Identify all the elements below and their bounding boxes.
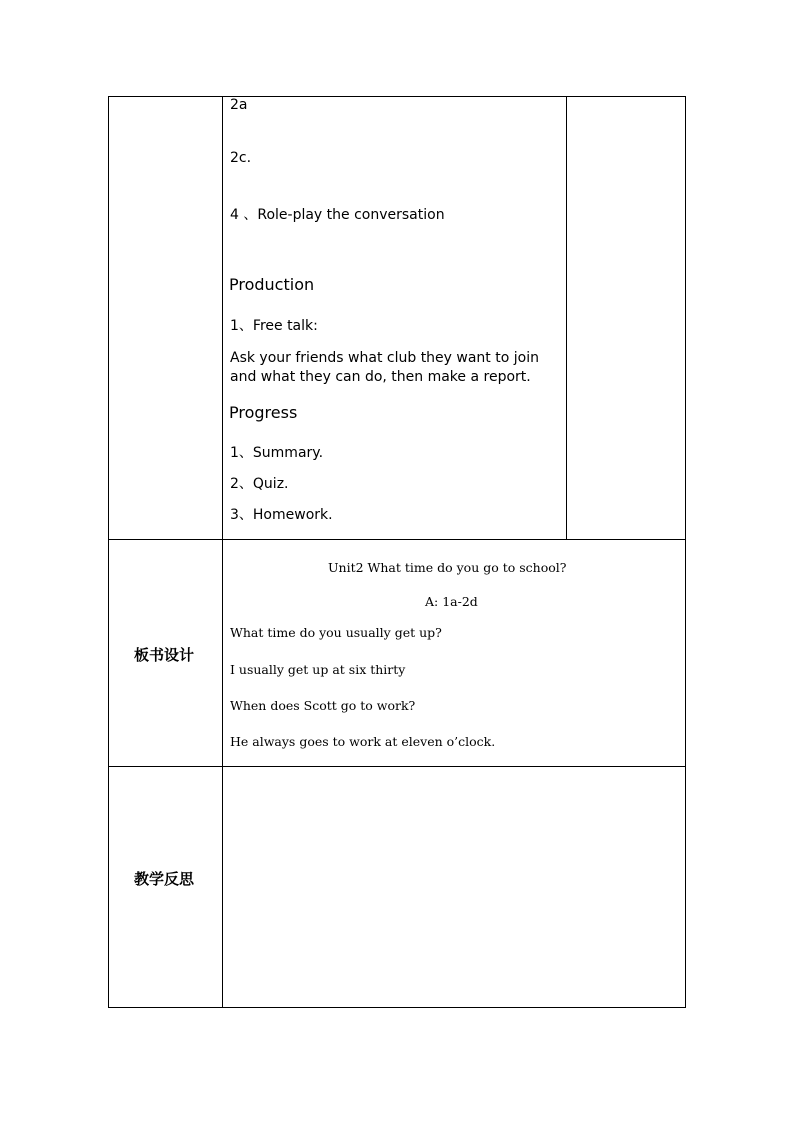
row-divider-2 — [108, 766, 686, 767]
free-talk-task: Ask your friends what club they want to join and what they can do, then make a report. — [230, 350, 539, 385]
item-role-play: 4 、Role-play the conversation — [230, 207, 445, 223]
column-divider-1 — [222, 96, 223, 1008]
column-divider-2 — [566, 96, 567, 540]
board-line-3: When does Scott go to work? — [230, 698, 416, 713]
board-line-1: What time do you usually get up? — [230, 625, 442, 640]
row-divider-1 — [108, 539, 686, 540]
production-heading: Production — [229, 275, 315, 294]
table-right-border — [685, 96, 686, 1008]
free-talk-item: 1、Free talk: — [230, 318, 318, 334]
table-bottom-border — [108, 1007, 686, 1008]
item-2a: 2a — [230, 97, 248, 113]
reflection-label: 教学反思 — [134, 870, 195, 888]
board-title: Unit2 What time do you go to school? — [328, 560, 567, 575]
quiz-item: 2、Quiz. — [230, 476, 289, 492]
table-left-border — [108, 96, 109, 1008]
board-line-4: He always goes to work at eleven o’clock. — [230, 734, 496, 749]
board-subtitle: A: 1a-2d — [425, 594, 478, 609]
homework-item: 3、Homework. — [230, 507, 333, 523]
table-top-border — [108, 96, 686, 97]
item-2c: 2c. — [230, 150, 252, 166]
summary-item: 1、Summary. — [230, 445, 324, 461]
board-line-2: I usually get up at six thirty — [230, 662, 406, 677]
progress-heading: Progress — [229, 403, 298, 422]
board-design-label: 板书设计 — [134, 646, 195, 664]
